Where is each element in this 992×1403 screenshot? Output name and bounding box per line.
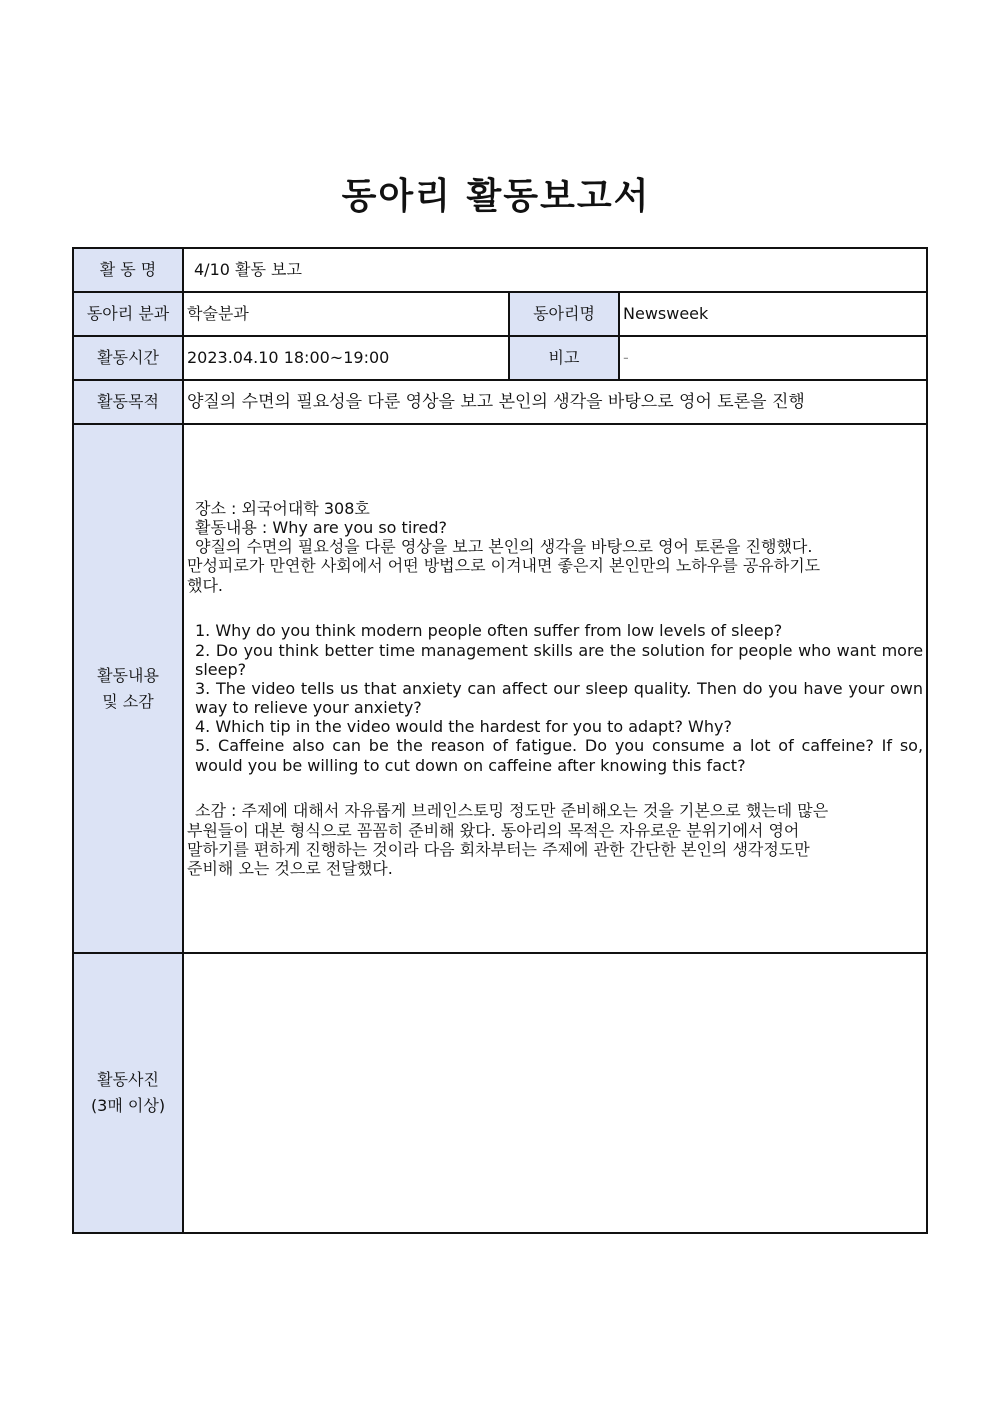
review-line-3: 말하기를 편하게 진행하는 것이라 다음 회차부터는 주제에 관한 간단한 본인의 생각정도만 [187,839,810,859]
activity-name-value: 4/10 활동 보고 [183,248,927,292]
club-division-value: 학술분과 [183,292,509,336]
row-purpose [73,380,927,424]
question-item: 2. Do you think better time management skills are the solution for people who want more sleep? [195,640,924,679]
purpose-label: 활동목적 [73,380,183,424]
review-line-1: 소감 : 주제에 대해서 자유롭게 브레인스토밍 정도만 준비해오는 것을 기본으로 했는데 많은 [195,801,829,821]
document-title: 동아리 활동보고서 [341,176,651,217]
row-photos [73,953,927,1233]
summary-line-2: 만성피로가 만연한 사회에서 어떤 방법으로 이겨내면 좋은지 본인만의 노하우를 공유하기도 [187,556,821,576]
summary-line-3: 했다. [187,575,223,595]
row-club-info [73,292,927,336]
photos-label [73,953,183,1233]
content-body [183,424,927,953]
content-label [73,424,183,953]
question-item: 5. Caffeine also can be the reason of fatigue. Do you consume a lot of caffeine? If so, would you be willing to cut down on caffeine after knowing this fact? [195,736,924,775]
content-label-line2: 및 소감 [102,691,154,711]
row-activity-name [73,248,927,292]
remarks-value: - [619,336,927,380]
photos-area [183,953,927,1233]
question-item: 3. The video tells us that anxiety can affect our sleep quality. Then do you have your own way to relieve your anxiety? [195,678,924,718]
club-name-label: 동아리명 [509,292,619,336]
purpose-value: 양질의 수면의 필요성을 다룬 영상을 보고 본인의 생각을 바탕으로 영어 토론을 진행 [183,380,927,424]
row-content [73,424,927,953]
place-text: 장소 : 외국어대학 308호 [195,498,370,518]
review-line-2: 부원들이 대본 형식으로 꼼꼼히 준비해 왔다. 동아리의 목적은 자유로운 분위기에서 영어 [187,820,800,840]
activity-name-label: 활 동 명 [73,248,183,292]
club-division-label: 동아리 분과 [73,292,183,336]
question-item: 4. Which tip in the video would the hardest for you to adapt? Why? [195,717,732,737]
activity-time-value: 2023.04.10 18:00~19:00 [183,336,509,380]
photos-label-line2: (3매 이상) [90,1096,166,1115]
review-line-4: 준비해 오는 것으로 전달했다. [187,859,393,878]
activity-time-label: 활동시간 [73,336,183,380]
report-table [72,247,928,1234]
club-name-value: Newsweek [619,292,927,336]
summary-line-1: 양질의 수면의 필요성을 다룬 영상을 보고 본인의 생각을 바탕으로 영어 토론을 진행했다. [195,537,813,557]
photos-label-line1: 활동사진 [97,1070,159,1089]
content-label-line1: 활동내용 [97,665,159,685]
topic-text: 활동내용 : Why are you so tired? [195,518,447,537]
remarks-label: 비고 [509,336,619,380]
question-item: 1. Why do you think modern people often suffer from low levels of sleep? [195,621,783,641]
row-activity-time [73,336,927,380]
